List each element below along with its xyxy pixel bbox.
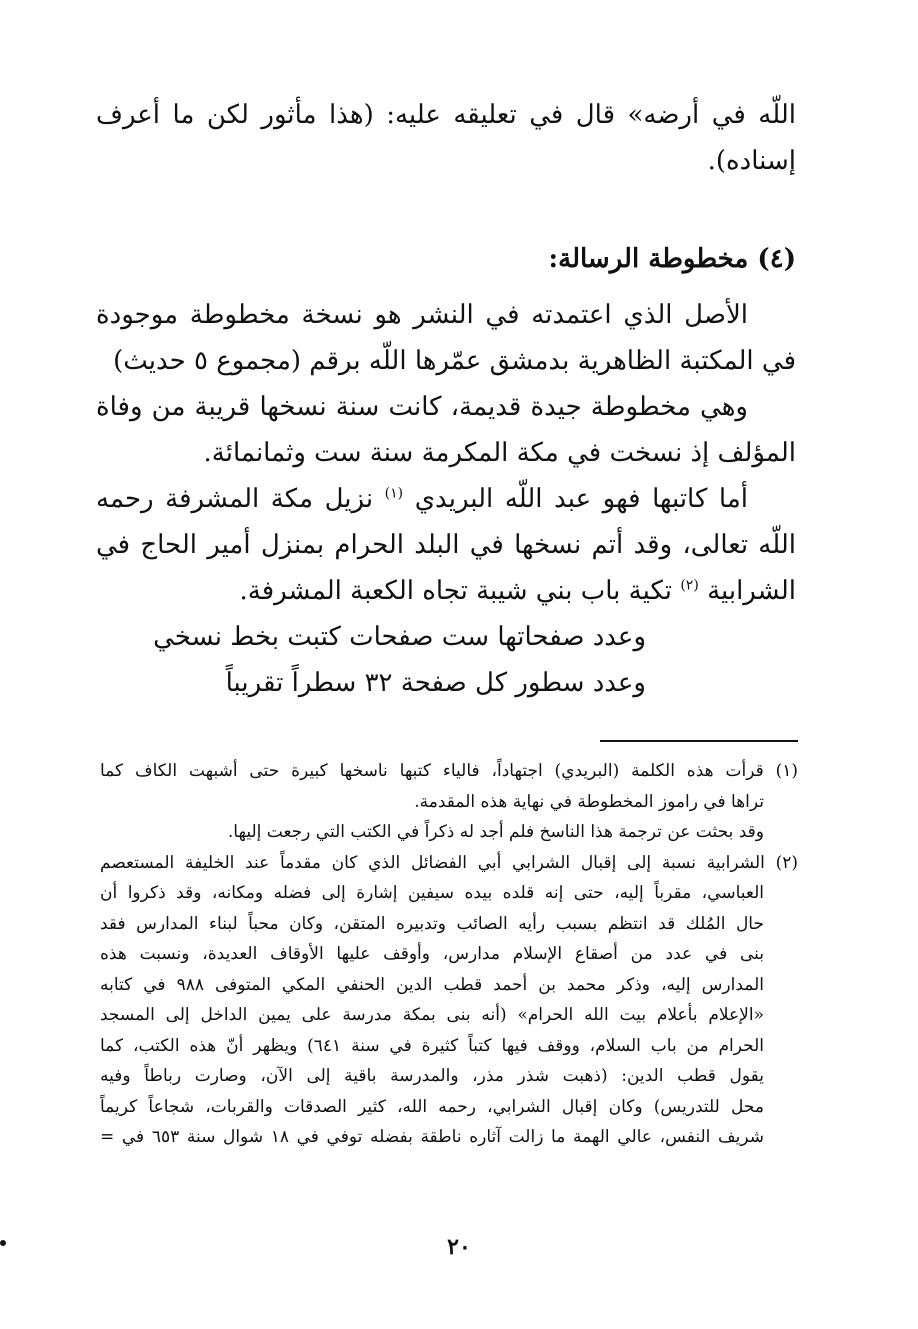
footnote-2-line: يقول قطب الدين: (ذهبت شذر مذر، والمدرسة باقية إلى الآن، وصارت رباطاً وفيه bbox=[100, 1066, 764, 1086]
footnote-1-line: وقد بحثت عن ترجمة هذا الناسخ فلم أجد له ذكراً في الكتب التي رجعت إليها. bbox=[227, 822, 764, 842]
margin-dot bbox=[0, 1240, 6, 1246]
footnote-2-line: الحرام من باب السلام، ووقف فيها كتباً كثيرة في سنة ٦٤١) ويظهر أنّ هذه الكتب، كما bbox=[100, 1035, 764, 1056]
main-text bbox=[96, 92, 796, 706]
footnote-2-text: الشرابية نسبة إلى إقبال الشرابي أبي الفضائل الذي كان مقدماً عند الخليفة المستعصم bbox=[100, 852, 765, 873]
paragraph-2: الأصل الذي اعتمدته في النشر هو نسخة مخطوطة موجودة في المكتبة الظاهرية بدمشق عمّرها اللّه برقم (مجموع ٥ حديث) bbox=[96, 300, 796, 376]
paragraph-4-part-c: تكية باب بني شيبة تجاه الكعبة المشرفة. bbox=[239, 576, 673, 606]
page-number: ٢٠ bbox=[447, 1234, 471, 1260]
paragraph-4-part-a: أما كاتبها فهو عبد اللّه البريدي bbox=[414, 484, 748, 514]
footnote-2-line bbox=[100, 848, 798, 879]
footnote-ref-2: (٢) bbox=[680, 577, 699, 594]
footnote-2-line: بنى في عدد من أصقاع الإسلام مدارس، وأوقف عليها الأوقاف العديدة، ونسبت هذه bbox=[100, 944, 764, 964]
section-heading: (٤) مخطوطة الرسالة: bbox=[548, 244, 796, 274]
paragraph-1: اللّه في أرضه» قال في تعليقه عليه: (هذا مأثور لكن ما أعرف إسناده). bbox=[96, 100, 796, 176]
lines-count-line: وعدد سطور كل صفحة ٣٢ سطراً تقريباً bbox=[225, 668, 646, 698]
footnote-2-number: (٢) bbox=[775, 852, 798, 873]
footnote-1-number: (١) bbox=[775, 761, 798, 781]
footnote-2-line: «الإعلام بأعلام بيت الله الحرام» (أنه بنى بمكة مدرسة على يمين الداخل إلى المسجد bbox=[100, 1005, 764, 1025]
footnote-2-line: حال المُلك قد انتظم بسبب رأيه الصائب وتدبيره المتقن، وكان محباً لبناء المدارس فقد bbox=[100, 913, 764, 934]
footnote-1 bbox=[100, 756, 798, 848]
footnote-2-line: محل للتدريس) وكان إقبال الشرابي، رحمه الله، كثير الصدقات والقربات، شجاعاً كريماً bbox=[100, 1096, 764, 1117]
paragraph-3: وهي مخطوطة جيدة قديمة، كانت سنة نسخها قريبة من وفاة المؤلف إذ نسخت في مكة المكرمة سنة ست وثمانمائة. bbox=[96, 392, 796, 468]
footnote-1-line bbox=[100, 756, 798, 787]
footnote-2 bbox=[100, 848, 798, 1153]
paragraph-4 bbox=[96, 476, 796, 614]
footnote-separator bbox=[600, 740, 798, 742]
footnote-ref-1: (١) bbox=[384, 485, 404, 502]
paragraph-4-part-b: نزيل مكة المشرفة رحمه اللّه تعالى، وقد أتم نسخها في البلد الحرام بمنزل أمير الحاج في الشرابية bbox=[96, 484, 796, 606]
pages-count-line: وعدد صفحاتها ست صفحات كتبت بخط نسخي bbox=[153, 622, 646, 652]
footnote-2-line: العباسي، مقرباً إليه، حتى إنه قلده بيده سيفين إشارة إلى فضله ومكانه، وقد ذكروا أن bbox=[100, 883, 764, 903]
footnote-2-line: شريف النفس، عالي الهمة ما زالت آثاره ناطقة بفضله توفي في ١٨ شوال سنة ٦٥٣ في = bbox=[100, 1127, 764, 1147]
footnotes bbox=[100, 756, 798, 1153]
footnote-1-line: تراها في راموز المخطوطة في نهاية هذه المقدمة. bbox=[414, 791, 764, 812]
footnote-1-text: قرأت هذه الكلمة (البريدي) اجتهاداً، فالياء كتبها ناسخها كبيرة حتى أشبهت الكاف كما bbox=[100, 761, 764, 781]
footnote-2-line: المدارس إليه، وذكر محمد بن أحمد قطب الدين الحنفي المكي المتوفى ٩٨٨ في كتابه bbox=[100, 974, 764, 995]
